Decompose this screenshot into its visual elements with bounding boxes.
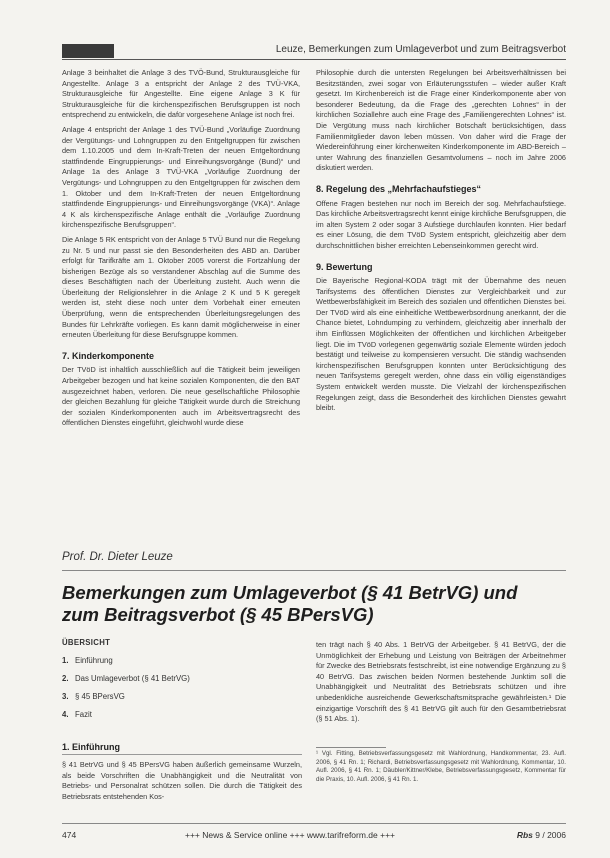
overview-item-number: 3. bbox=[62, 692, 69, 701]
overview-item-label: Fazit bbox=[75, 710, 92, 719]
overview-list bbox=[62, 656, 302, 719]
paragraph: Anlage 3 beinhaltet die Anlage 3 des TVÖ-Bund, Strukturausgleiche für Angestellte. Anlage 3 a entspricht der Anlage 2 des TVÜ-VKA, Strukturausgleiche für Angestellte. Eine eigene Anlage 3 K für Strukturausgleiche für die kirchenspezifischen Berufsgruppen ist noch entsprechend zu entwickeln, die dafür vorgesehene Anlage ist noch frei. bbox=[62, 68, 300, 120]
right-column bbox=[316, 68, 566, 418]
overview-item bbox=[62, 674, 302, 683]
left-column bbox=[62, 68, 300, 433]
journal-abbrev: Rbs bbox=[516, 830, 533, 840]
paragraph: Die Anlage 5 RK entspricht von der Anlage 5 TVÜ Bund nur die Regelung zu Nr. 5 und nur passt sie den Besonderheiten des ABD an. Darüber erfolgt für Tarifkräfte am 1. Oktober 2005 vorerst die Fortzahlung der bisherigen Bezüge als so verstandener Abschlag auf die Summe des dieses Beschäftigten nach der Überleitung zusteht. Auch wenn die Überleitung der Religionslehrer in die Anlage 2 K und 5 K geregelt werden ist, steht diese noch unter dem Vorbehalt einer erneuten Überprüfung, wenn die entsprechenden Überleitungsregelungen des Bundes für Lehrkräfte vorliegen. Es kann damit möglicherweise in einer erneuten Überleitung für diese Berufsgruppe kommen. bbox=[62, 234, 300, 340]
footer-banner: +++ News & Service online +++ www.tarifreform.de +++ bbox=[185, 830, 396, 840]
overview-item bbox=[62, 656, 302, 665]
paragraph: Der TVöD ist inhaltlich ausschließlich auf die Tätigkeit beim jeweiligen Arbeitgeber bezogen und hat keine sozialen Komponenten, die den BAT ausgezeichnet haben, verloren. Die neue gesellschaftliche Philosophie der gleichen Bezahlung für gleiche Tätigkeit wurde durch die Streichung der sozialen Kinderkomponenten auch im Arbeitsvertragsrecht des öffentlichen Dienstes eingeführt, gleichwohl wurde diese bbox=[62, 365, 300, 428]
issue-number: 9 / 2006 bbox=[535, 830, 566, 840]
footnote: ¹ Vgl. Fitting, Betriebsverfassungsgesetz mit Wahlordnung, Handkommentar, 23. Aufl. 2006, § 41 Rn. 1; Richardi, Betriebsverfassungsgesetz mit Wahlordnung, Kommentar, 10. Aufl. 2006, § 41 Rn. 1; Däubler/Kittner/Klebe, Betriebsverfassungsgesetz, Kommentar für die Praxis, 10. Aufl. 2006, § 41 Rn. 1. bbox=[316, 750, 566, 783]
footer-rule bbox=[62, 823, 566, 824]
intro-paragraph: § 41 BetrVG und § 45 BPersVG haben äußerlich gemeinsame Wurzeln, als beide Vorschriften die Unabhängigkeit und die Neutralität von Betriebs- und Personalrat schützen sollen. Die durch die Tätigkeit des Betriebsrats entstehenden Kos- bbox=[62, 760, 302, 801]
article-author: Prof. Dr. Dieter Leuze bbox=[62, 551, 173, 563]
section-rule bbox=[62, 754, 302, 755]
overview-item bbox=[62, 710, 302, 719]
overview-item-number: 2. bbox=[62, 674, 69, 683]
section-heading: 7. Kinderkomponente bbox=[62, 350, 155, 361]
overview-item-label: § 45 BPersVG bbox=[75, 692, 125, 701]
overview-item-label: Das Umlageverbot (§ 41 BetrVG) bbox=[75, 674, 190, 683]
footer-issue bbox=[517, 830, 566, 840]
running-head: Leuze, Bemerkungen zum Umlageverbot und zum Beitragsverbot bbox=[275, 44, 566, 55]
overview-item-label: Einführung bbox=[75, 656, 113, 665]
header-rule bbox=[62, 59, 566, 60]
paragraph: Die Bayerische Regional-KODA trägt mit der Übernahme des neuen Tarifsystems des öffentlichen Dienstes zur Vergleichbarkeit und zur Wettbewerbsfähigkeit im Bereich des sozialen und öffentlichen Dienstes bei. Der TVöD wird als eine einheitliche Wettbewerbsordnung anerkannt, der die Chance bietet, Lohndumping zu verhindern, gleichzeitig aber innerhalb der ihm Einflüssen Möglichkeiten der öffentlichen und kirchlichen Arbeitgeber liegt. Die im TVöD vorlegenen gegenwärtig soziale Elemente würden jedoch bestätigt und teilweise zu kompensieren versucht. Die ständig wachsenden kirchenspezifischen Berufsgruppen konnten unter Berücksichtigung des neuen Tarifsystems geregelt werden, ohne dass ein völlig eigenständiges System entwickelt werden musste. Die Vielzahl der kirchenspezifischen Regelungen zeigt, dass die Besonderheit des kirchlichen Dienstes gewahrt bleibt. bbox=[316, 276, 566, 413]
overview-item bbox=[62, 692, 302, 701]
journal-logo-band bbox=[62, 44, 114, 58]
overview-item-number: 1. bbox=[62, 656, 69, 665]
article-title: Bemerkungen zum Umlageverbot (§ 41 BetrVG) und zum Beitragsverbot (§ 45 BPersVG) bbox=[62, 582, 518, 625]
section-heading: 8. Regelung des „Mehrfachaufstieges“ bbox=[316, 183, 482, 194]
overview-title: ÜBERSICHT bbox=[62, 638, 111, 647]
footnote-rule bbox=[316, 747, 386, 748]
author-rule bbox=[62, 570, 566, 571]
paragraph: Philosophie durch die untersten Regelungen bei Arbeitsverhältnissen bei Besitzständen, zwei sogar von Erläuterungsstufen – wieder außer Kraft gesetzt. Im Kirchenbereich ist die Frage einer Kinderkomponente aber von besonderer Bedeutung, da die Frage des „gerechten Lohnes“ in der kirchlichen Soziallehre auch eine Frage des „Familiengerechten Lohnes“ ist. Die Vergütung muss nach kirchlicher Botschaft berücksichtigen, dass Familienmitglieder davon leben müssen. Von daher wird die Frage der Wiedereinführung einer kirchenweiten Kinderkomponente im ABD-Bereich – unter Wahrung des finanziellen Gesamtvolumens – noch im Jahre 2006 diskutiert werden. bbox=[316, 68, 566, 173]
overview-box bbox=[62, 638, 302, 728]
article-right-text: ten trägt nach § 40 Abs. 1 BetrVG der Arbeitgeber. § 41 BetrVG, der die Unmöglichkeit der Erhebung und Leistung von Beiträgen der Arbeitnehmer für Zwecke des Betriebsrats festschreibt, ist eine notwendige Ergänzung zu § 40 BetrVG. Das zwischen beiden Normen bestehende Junktim soll die Unabhängigkeit und Neutralität des Betriebsrats schützen und ihre unbedenkliche ausreichende Gewerkschaftsmitsprache gewährleisten.¹ Die einzigartige Vorschrift des § 41 BetrVG gilt auch für den Gesamtbetriebsrat (§ 51 Abs. 1). bbox=[316, 640, 566, 724]
paragraph: Offene Fragen bestehen nur noch im Bereich der sog. Mehrfachaufstiege. Das kirchliche Arbeitsvertragsrecht kennt einige kirchliche Berufsgruppen, die im alten System 2 oder sogar 3 Aufstiege durchlaufen konnten. Hier bedarf es einer Lösung, die dem TVöD System entspricht, gleichzeitig aber dem durchschnittlichen bisher erreichten Lebenseinkommen gerecht wird. bbox=[316, 198, 566, 250]
section-heading: 1. Einführung bbox=[62, 742, 120, 752]
paragraph: Anlage 4 entspricht der Anlage 1 des TVÜ-Bund „Vorläufige Zuordnung der Vergütungs- und Lohngruppen zu den Entgeltgruppen für zwischen dem 1.10.2005 und dem In-Kraft-Treten der neuen Entgeltordnung stattfindende Eingruppierungs- und Einreihungsvorgänge (Bund)“ und Anlage 1a des Anlage 3 TVÜ-VKA „Vorläufige Zuordnung der Vergütungs- und Lohngruppen zu den Entgeltgruppen für zwischen dem 1. Oktober und dem In-Kraft-Treten der neuen Entgeltordnung stattfindende Eingruppierungs- und Einreihungsvorgänge (VKA)“. Anlage 4 K als kirchenspezifische Anlage enthält die „Vorläufige Zuordnung kirchenspezifische Berufsgruppen“. bbox=[62, 124, 300, 230]
section-heading: 9. Bewertung bbox=[316, 261, 373, 272]
overview-item-number: 4. bbox=[62, 710, 69, 719]
page-number: 474 bbox=[62, 830, 77, 840]
